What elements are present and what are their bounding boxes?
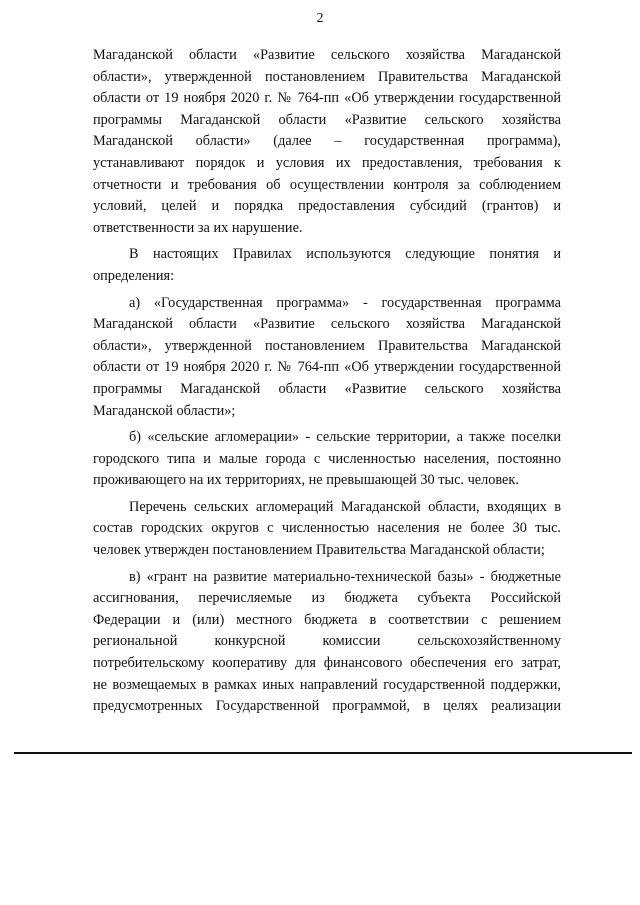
text-line: программы Магаданской области «Развитие сельского хозяйства — [93, 111, 561, 128]
text-line: городского типа и малые города с численностью населения, постоянно — [93, 450, 561, 467]
text-line: Магаданской области»; — [93, 402, 236, 419]
text-line: состав городских округов с численностью населения не более 30 тыс. — [93, 520, 561, 537]
text-line: отчетности и требования об осуществлении контроля за соблюдением — [93, 176, 561, 193]
paragraph-item-v — [93, 567, 561, 718]
text-line: в) «грант на развитие материально-технической базы» - бюджетные — [129, 568, 561, 585]
text-line: программы Магаданской области «Развитие сельского хозяйства — [93, 380, 561, 397]
text-line: Перечень сельских агломераций Магаданской области, входящих в — [129, 498, 561, 515]
text-line: Магаданской области «Развитие сельского хозяйства Магаданской — [93, 47, 561, 63]
text-line: устанавливают порядок и условия их предоставления, требования к — [93, 154, 561, 171]
paragraph-definitions-intro — [93, 244, 561, 287]
page-bottom-rule — [14, 752, 632, 754]
text-line: области от 19 ноября 2020 г. № 764-пп «Об утверждении государственной — [93, 90, 561, 107]
text-line: области от 19 ноября 2020 г. № 764-пп «Об утверждении государственной — [93, 359, 561, 376]
paragraph-1 — [93, 45, 561, 239]
text-line: предусмотренных Государственной программой, в целях реализации — [93, 698, 561, 715]
text-line: Магаданской области» (далее – государственная программа), — [93, 133, 561, 150]
text-line: проживающего на их территориях, не превышающей 30 тыс. человек. — [93, 472, 519, 489]
text-line: определения: — [93, 267, 175, 284]
paragraph-item-a — [93, 293, 561, 423]
paragraph-agglomeration-list — [93, 497, 561, 562]
text-line: В настоящих Правилах используются следующие понятия и — [129, 246, 561, 263]
text-line: ассигнования, перечисляемые из бюджета субъекта Российской — [93, 590, 561, 607]
text-line: а) «Государственная программа» - государственная программа — [129, 294, 561, 311]
text-line: Магаданской области «Развитие сельского хозяйства Магаданской — [93, 316, 561, 333]
text-line: региональной конкурсной комиссии сельскохозяйственному — [93, 633, 561, 650]
paragraph-item-b — [93, 427, 561, 492]
page-number: 2 — [316, 11, 324, 26]
text-line: человек утвержден постановлением Правительства Магаданской области; — [93, 542, 545, 559]
text-line: условий, целей и порядка предоставления субсидий (грантов) и — [93, 198, 561, 215]
text-line: области», утвержденной постановлением Правительства Магаданской — [93, 337, 561, 354]
text-line: области», утвержденной постановлением Правительства Магаданской — [93, 68, 561, 85]
text-line: не возмещаемых в рамках иных направлений государственной поддержки, — [93, 676, 561, 693]
text-line: б) «сельские агломерации» - сельские территории, а также поселки — [129, 429, 561, 446]
document-body — [93, 45, 561, 723]
text-line: Федерации и (или) местного бюджета в соответствии с решением — [93, 611, 561, 628]
text-line: потребительскому кооперативу для финансового обеспечения его затрат, — [93, 655, 561, 672]
text-line: ответственности за их нарушение. — [93, 219, 303, 236]
